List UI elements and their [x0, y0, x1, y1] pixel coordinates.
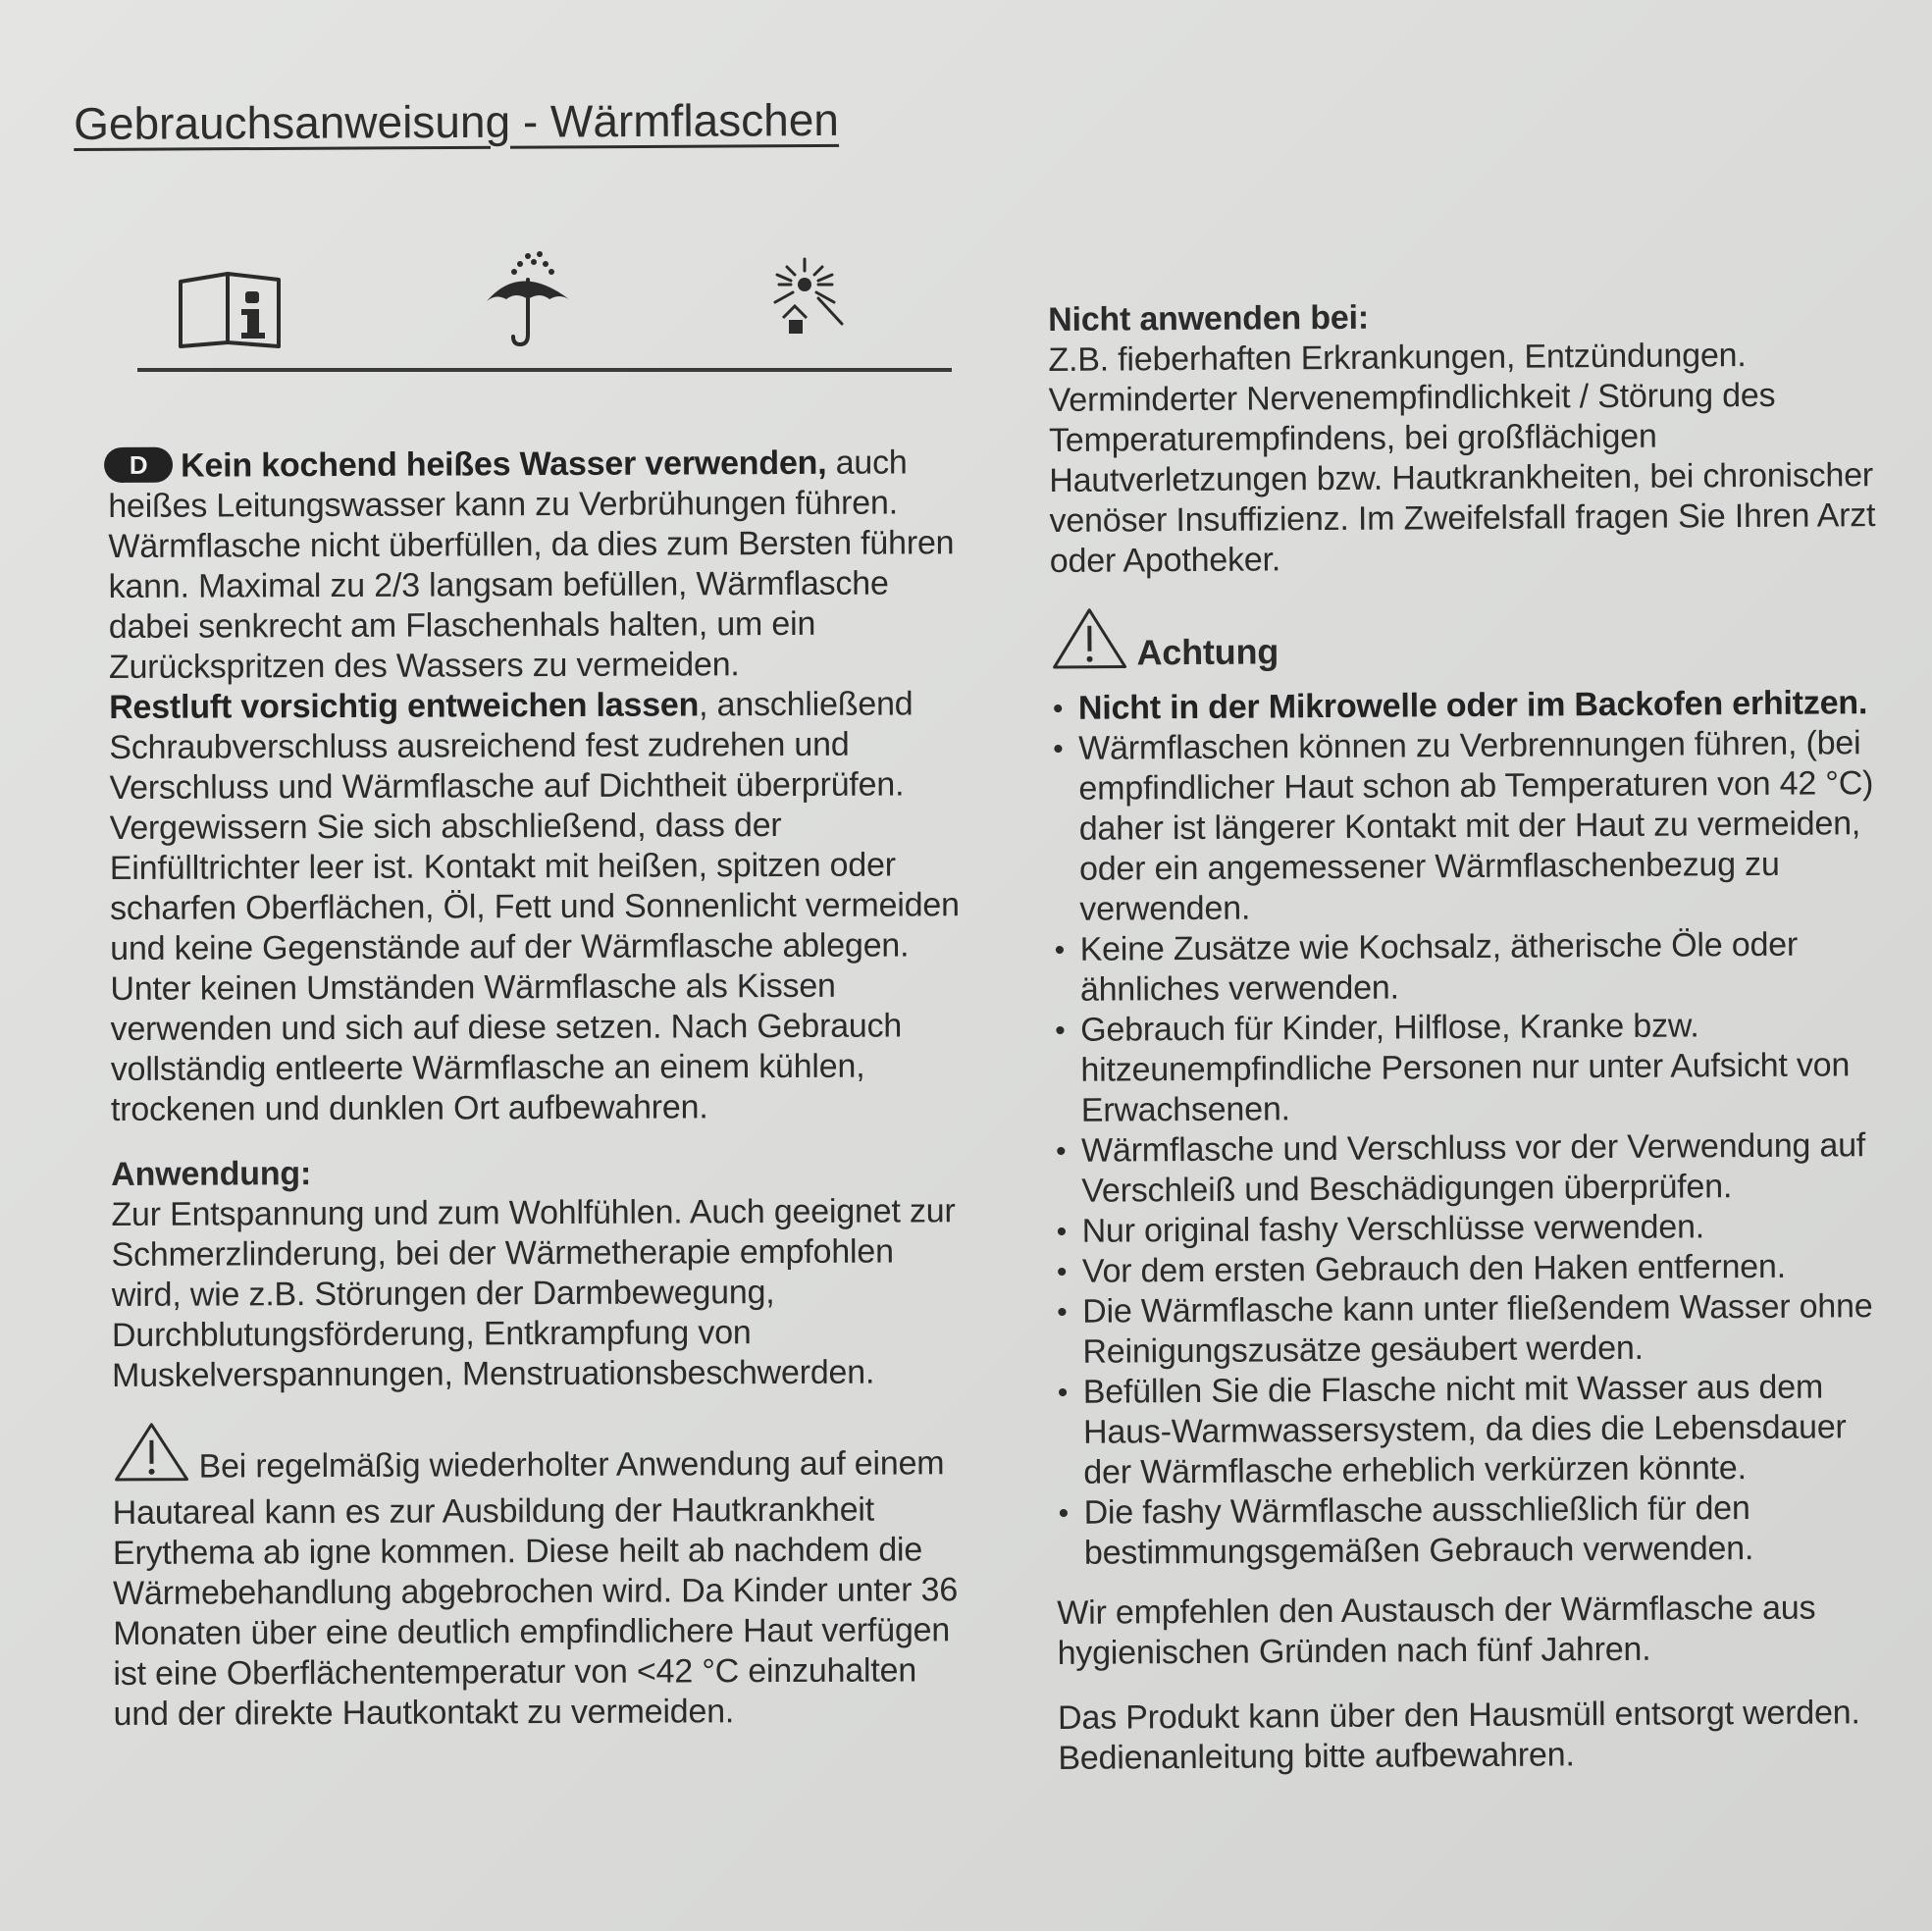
language-badge: D — [104, 447, 173, 483]
anwendung-heading: Anwendung: — [111, 1155, 312, 1193]
list-item — [1051, 683, 1880, 729]
keep-away-from-sunlight-icon — [756, 255, 854, 358]
list-item: • Die fashy Wärmflasche ausschließlich für den bestimmungsgemäßen Gebrauch verwenden. — [1056, 1487, 1886, 1574]
erythema-warning-text: Bei regelmäßig wiederholter Anwendung auf einem Hautareal kann es zur Ausbildung der Hautkrankheit Erythema ab igne kommen. Diese heilt ab nachdem die Wärmebehandlung abgebrochen wird. Da Kinder unter 36 Monaten über eine deutlich empfindlichere Haut verfügen ist eine Oberflächentemperatur von <42 °C einzuhalten und der direkte Hautkontakt zu vermeiden. — [112, 1444, 959, 1733]
achtung-heading — [1050, 600, 1880, 689]
anwendung-text: Zur Entspannung und zum Wohlfühlen. Auch geeignet zur Schmerzlinderung, bei der Wärmetherapie empfohlen wird, wie z.B. Störungen der Darmbewegung, Durchblutungsförderung, Entkrampfung von Muskelverspannungen, Menstruationsbeschwerden. — [111, 1192, 956, 1394]
list-item: • Vor dem ersten Gebrauch den Haken entfernen. — [1055, 1246, 1884, 1292]
list-item: • Nur original fashy Verschlüsse verwenden. — [1054, 1206, 1883, 1252]
list-item: • Wärmflasche und Verschluss vor der Verwendung auf Verschleiß und Beschädigungen überprüfen. — [1054, 1125, 1884, 1212]
replacement-recommendation: Wir empfehlen den Austausch der Wärmflasche aus hygienischen Gründen nach fünf Jahren. — [1057, 1589, 1816, 1672]
microwave-warning: Nicht in der Mikrowelle oder im Backofen erhitzen. — [1077, 684, 1868, 727]
page-title: Gebrauchsanweisung - Wärmflaschen — [74, 93, 840, 149]
list-item: • Wärmflaschen können zu Verbrennungen führen, (bei empfindlicher Haut schon ab Temperaturen von 42 °C) daher ist längerer Kontakt mit der Haut zu vermeiden, oder ein angemessener Wärmflaschenbezug zu verwenden. — [1051, 723, 1881, 930]
warning-triangle-icon — [1050, 605, 1129, 689]
boiling-water-warning: Kein kochend heißes Wasser verwenden, — [181, 444, 827, 485]
symbols-row — [137, 250, 952, 378]
list-item: • Befüllen Sie die Flasche nicht mit Wasser aus dem Haus-Warmwassersystem, da dies die Lebensdauer der Wärmflasche erheblich verkürzen könnte. — [1056, 1367, 1886, 1493]
right-column — [1048, 294, 1888, 1779]
closure-text: , anschließend Schraubverschluss ausreichend fest zudrehen und Verschluss und Wärmflasche auf Dichtheit überprüfen. Vergewissern Sie sich abschließend, dass der Einfülltrichter leer ist. Kontakt mit heißen, spitzen oder scharfen Oberflächen, Öl, Fett und Sonnenlicht vermeiden und keine Gegenstände auf der Wärmflasche ablegen. Unter keinen Umständen Wärmflasche als Kissen verwenden und sich auf diese setzen. Nach Gebrauch vollständig entleerte Wärmflasche an einem kühlen, trockenen und dunklen Ort aufbewahren. — [109, 685, 960, 1128]
left-column — [108, 443, 967, 1759]
list-item: • Gebrauch für Kinder, Hilflose, Kranke bzw. hitzeunempfindliche Personen nur unter Aufsicht von Erwachsenen. — [1053, 1005, 1883, 1131]
symbols-divider — [137, 368, 952, 372]
list-item: • Die Wärmflasche kann unter fließendem Wasser ohne Reinigungszusätze gesäubert werden. — [1055, 1286, 1885, 1373]
filling-text: auch heißes Leitungswasser kann zu Verbrühungen führen. Wärmflasche nicht überfüllen, da dies zum Bersten führen kann. Maximal zu 2/3 langsam befüllen, Wärmflasche dabei senkrecht am Flaschenhals halten, um ein Zurückspritzen des Wassers zu vermeiden. — [108, 444, 955, 686]
disposal-note: Das Produkt kann über den Hausmüll entsorgt werden. Bedienanleitung bitte aufbewahren. — [1057, 1694, 1860, 1777]
achtung-label: Achtung — [1136, 631, 1279, 673]
instruction-manual-icon — [177, 270, 285, 353]
safety-bullets — [1051, 683, 1886, 1574]
contraindications-text: Z.B. fieberhaften Erkrankungen, Entzündungen. Verminderter Nervenempfindlichkeit / Störung des Temperaturempfindens, bei großflächigen Hautverletzungen bzw. Hautkrankheiten, bei chronischer venöser Insuffizienz. Im Zweifelsfall fragen Sie Ihren Arzt oder Apotheker. — [1048, 337, 1876, 580]
list-item: • Keine Zusätze wie Kochsalz, ätherische Öle oder ähnliches verwenden. — [1052, 924, 1882, 1011]
warning-triangle-icon — [112, 1421, 190, 1493]
keep-dry-umbrella-icon — [481, 250, 579, 353]
air-release-heading: Restluft vorsichtig entweichen lassen — [109, 686, 700, 726]
erythema-warning — [112, 1417, 966, 1735]
contraindications-heading: Nicht anwenden bei: — [1048, 298, 1370, 339]
filling-instructions — [108, 443, 965, 1130]
